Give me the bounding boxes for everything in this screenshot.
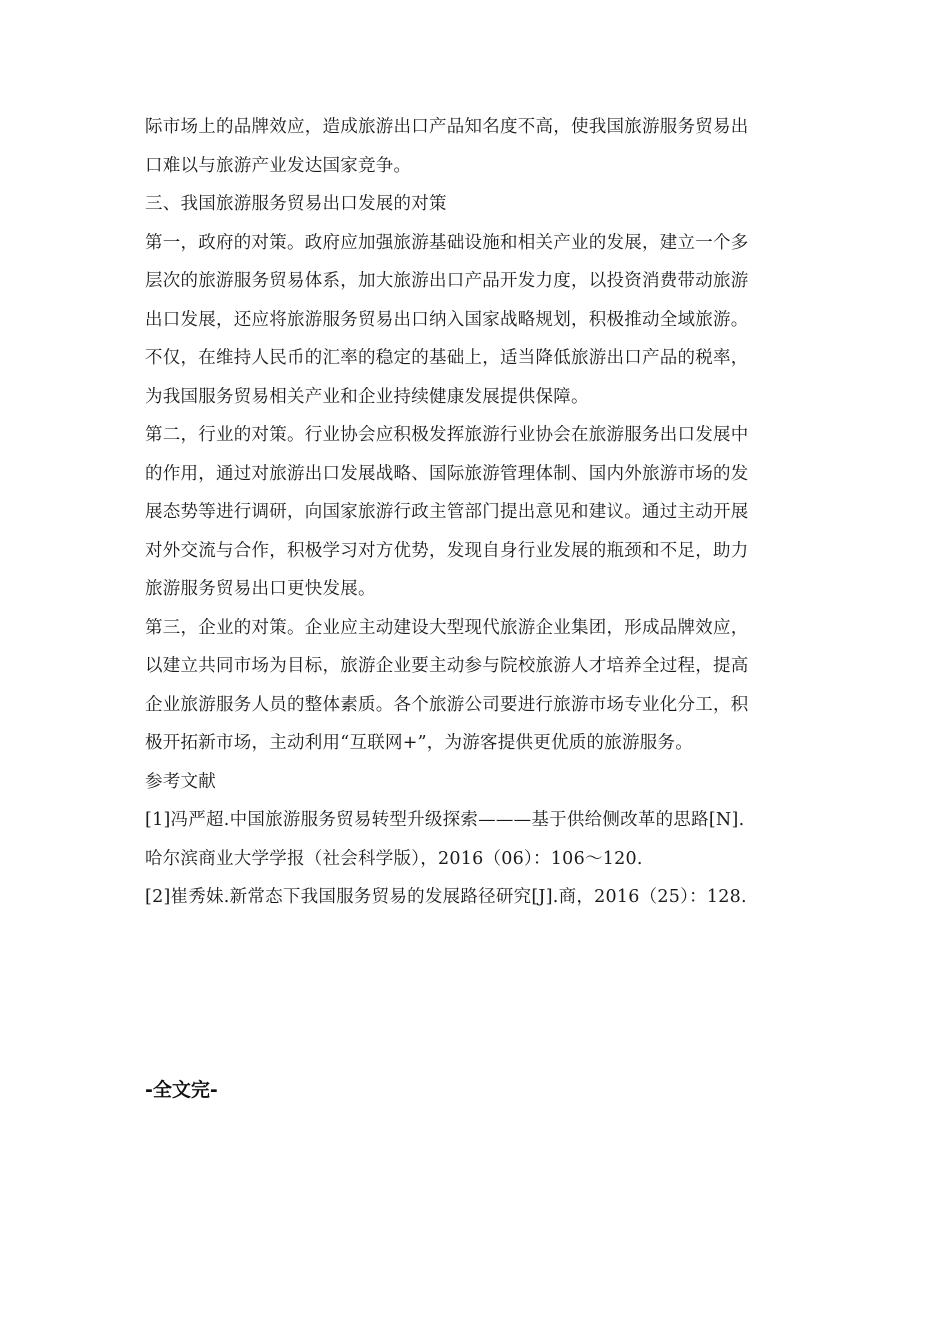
end-of-text-mark: -全文完- [145, 1079, 218, 1101]
text-line: 第二，行业的对策。行业协会应积极发挥旅游行业协会在旅游服务出口发展中 [145, 425, 749, 445]
section-heading: 三、我国旅游服务贸易出口发展的对策 [145, 194, 447, 214]
text-line: 第三，企业的对策。企业应主动建设大型现代旅游企业集团，形成品牌效应， [145, 617, 749, 638]
text-line: 的作用，通过对旅游出口发展战略、国际旅游管理体制、国内外旅游市场的发 [145, 463, 749, 484]
references-heading: 参考文献 [145, 771, 216, 792]
text-line: 旅游服务贸易出口更快发展。 [145, 579, 376, 599]
reference-item: [2]崔秀妹.新常态下我国服务贸易的发展路径研究[J].商，2016（25）：128. [145, 887, 747, 907]
text-line: 为我国服务贸易相关产业和企业持续健康发展提供保障。 [145, 386, 589, 407]
reference-item: [1]冯严超.中国旅游服务贸易转型升级探索———基于供给侧改革的思路[N]. [145, 810, 745, 830]
text-line: 际市场上的品牌效应，造成旅游出口产品知名度不高，使我国旅游服务贸易出 [145, 117, 749, 137]
text-line: 展态势等进行调研，向国家旅游行政主管部门提出意见和建议。通过主动开展 [145, 502, 749, 522]
reference-item: 哈尔滨商业大学学报（社会科学版），2016（06）：106～120. [145, 848, 643, 869]
text-line: 出口发展，还应将旅游服务贸易出口纳入国家战略规划，积极推动全域旅游。 [145, 309, 749, 330]
document-body [145, 108, 805, 917]
text-line: 层次的旅游服务贸易体系，加大旅游出口产品开发力度，以投资消费带动旅游 [145, 271, 749, 291]
text-line: 口难以与旅游产业发达国家竞争。 [145, 155, 412, 176]
text-line: 不仅，在维持人民币的汇率的稳定的基础上，适当降低旅游出口产品的税率， [145, 348, 749, 368]
text-line: 对外交流与合作，积极学习对方优势，发现自身行业发展的瓶颈和不足，助力 [145, 540, 749, 561]
text-line: 以建立共同市场为目标，旅游企业要主动参与院校旅游人才培养全过程，提高 [145, 656, 749, 676]
text-line: 企业旅游服务人员的整体素质。各个旅游公司要进行旅游市场专业化分工，积 [145, 694, 749, 715]
text-line: 第一，政府的对策。政府应加强旅游基础设施和相关产业的发展，建立一个多 [145, 232, 749, 253]
text-line: 极开拓新市场，主动利用“互联网+”，为游客提供更优质的旅游服务。 [145, 733, 694, 753]
